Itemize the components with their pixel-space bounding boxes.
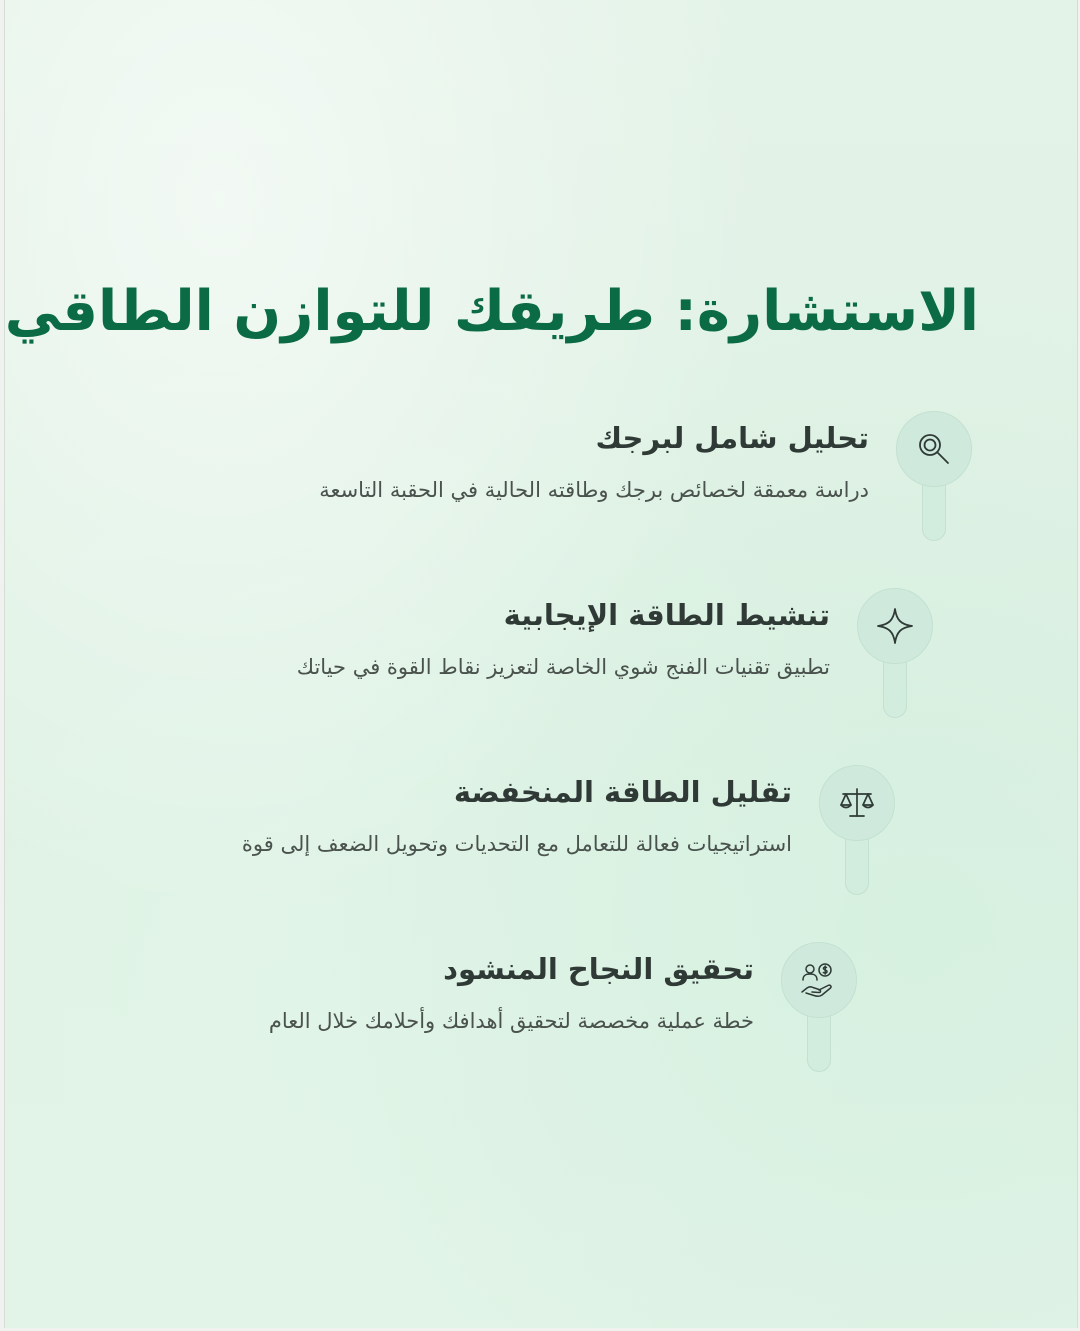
item-heading: تحقيق النجاح المنشود xyxy=(443,952,754,986)
magnifier-icon xyxy=(913,428,955,470)
item-description: دراسة معمقة لخصائص برجك وطاقته الحالية في الحقبة التاسعة xyxy=(319,478,869,502)
item-heading: تنشيط الطاقة الإيجابية xyxy=(503,598,830,632)
list-item-comprehensive-analysis xyxy=(92,411,972,541)
item-heading: تقليل الطاقة المنخفضة xyxy=(453,775,792,809)
icon-badge xyxy=(896,411,972,487)
list-item-achieve-success xyxy=(4,942,857,1072)
icon-badge xyxy=(857,588,933,664)
item-description: خطة عملية مخصصة لتحقيق أهدافك وأحلامك خلال العام xyxy=(268,1009,754,1033)
balance-scale-icon xyxy=(836,782,878,824)
icon-badge xyxy=(819,765,895,841)
icon-badge xyxy=(781,942,857,1018)
people-money-hand-icon xyxy=(798,959,840,1001)
icon-stem xyxy=(807,1012,831,1072)
list-item-reduce-low-energy xyxy=(15,765,895,895)
page-title: الاستشارة: طريقك للتوازن الطاقي xyxy=(4,279,979,344)
sparkle-icon xyxy=(874,605,916,647)
slide xyxy=(4,0,1078,1328)
icon-stem xyxy=(883,658,907,718)
icon-stem xyxy=(922,481,946,541)
item-heading: تحليل شامل لبرجك xyxy=(595,421,869,455)
icon-stem xyxy=(845,835,869,895)
item-description: استراتيجيات فعالة للتعامل مع التحديات وتحويل الضعف إلى قوة xyxy=(241,832,792,856)
list-item-positive-energy xyxy=(53,588,933,718)
item-description: تطبيق تقنيات الفنج شوي الخاصة لتعزيز نقاط القوة في حياتك xyxy=(296,655,830,679)
